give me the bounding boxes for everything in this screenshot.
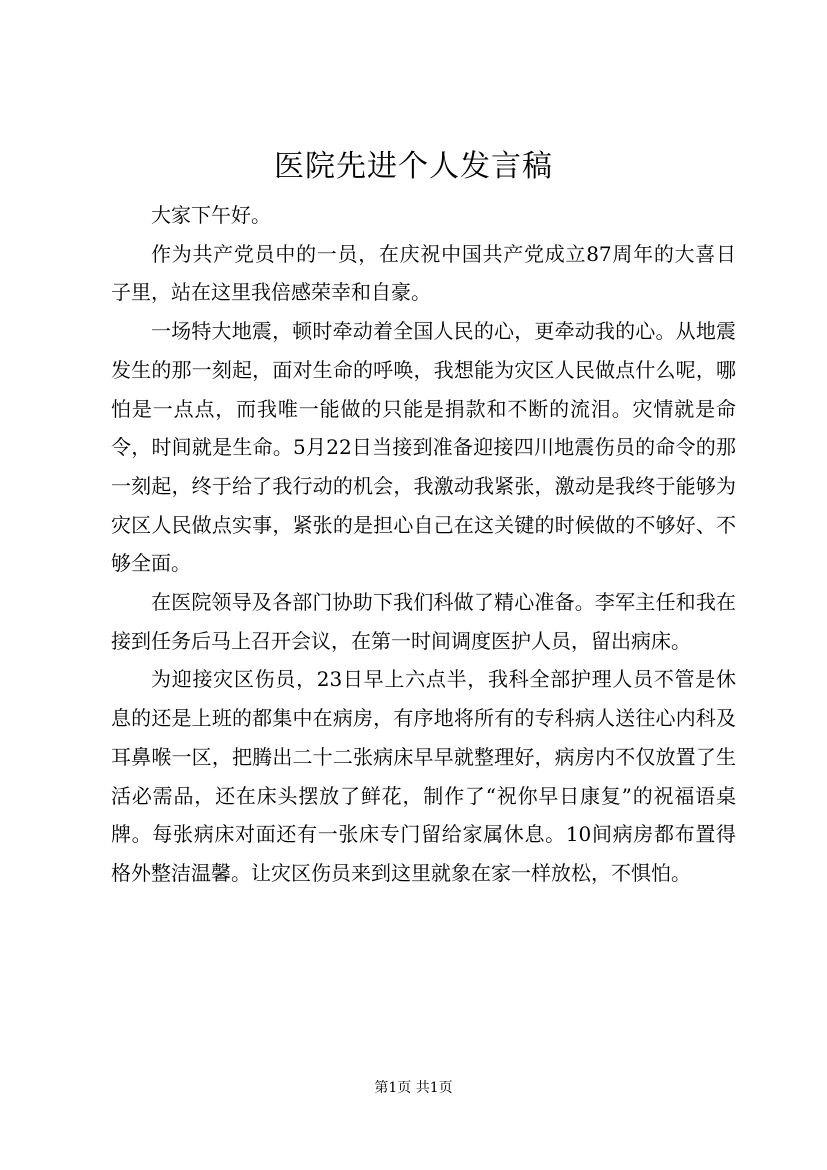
paragraph-earthquake: 一场特大地震，顿时牵动着全国人民的心，更牵动我的心。从地震发生的那一刻起，面对生命的呼唤，我想能为灾区人民做点什么呢，哪怕是一点点，而我唯一能做的只能是捐款和不断的流泪。灾情就是命令，时间就是生命。5月22日当接到准备迎接四川地震伤员的命令的那一刻起，终于给了我行动的机会，我激动我紧张，激动是我终于能够为灾区人民做点实事，紧张的是担心自己在这关键的时候做的不够好、不够全面。 xyxy=(111,319,736,576)
paragraph-ward-setup: 为迎接灾区伤员，23日早上六点半，我科全部护理人员不管是休息的还是上班的都集中在病房，有序地将所有的专科病人送往心内科及耳鼻喉一区，把腾出二十二张病床早早就整理好，病房内不仅放置了生活必需品，还在床头摆放了鲜花，制作了“祝你早日康复”的祝福语桌牌。每张病床对面还有一张床专门留给家属休息。10间病房都布置得格外整洁温馨。让灾区伤员来到这里就象在家一样放松，不惧怕。 xyxy=(111,667,736,885)
page-footer: 第1页 共1页 xyxy=(374,1080,453,1096)
paragraph-preparation: 在医院领导及各部门协助下我们科做了精心准备。李军主任和我在接到任务后马上召开会议，在第一时间调度医护人员，留出病床。 xyxy=(111,590,736,653)
document-title: 医院先进个人发言稿 xyxy=(274,149,553,184)
paragraph-greeting: 大家下午好。 xyxy=(151,203,271,227)
paragraph-intro: 作为共产党员中的一员，在庆祝中国共产党成立87周年的大喜日子里，站在这里我倍感荣幸和自豪。 xyxy=(111,241,736,305)
document-body xyxy=(111,196,736,893)
